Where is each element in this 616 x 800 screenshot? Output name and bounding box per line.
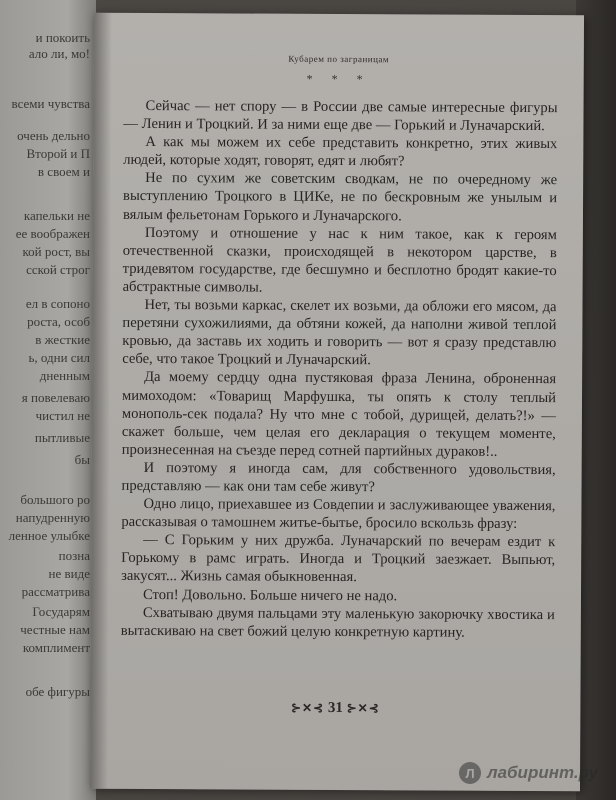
watermark-text: лабиринт.ру [487,763,598,782]
previous-page-line: не виде [48,566,90,581]
body-text [121,97,558,642]
page-number: 31 [327,699,343,717]
previous-page-line: чистил не [35,408,90,423]
paragraph: Да моему сердцу одна пустяковая фраза Ленина, оброненная мимоходом: «Товарищ Марфушка, ты опять к столу теплый монополь-сек подала? Ну что мне с тобой, дурищей, делать?!» — скажет больше, чем целая его декларация о текущем моменте, произнесенная на съезде перед сотней партийных дураков!.. [121,369,557,460]
paragraph: Схватываю двумя пальцами эту маленькую закорючку хвостика и вытаскиваю на свет божий целую конкретную картину. [120,604,555,641]
previous-page-line: очень дельно [17,128,90,143]
previous-page-line: рассматрива [21,584,90,599]
book-page [90,13,584,792]
previous-page-line: капельки не [23,208,90,223]
running-head: Кубарем по заграницам [288,53,390,65]
paragraph: Нет, ты возьми каркас, скелет их возьми, да обложи его мясом, да перетяни сухожилиями, да обтяни кожей, да наполни живой теплой кровью, да заставь их ходить и говорить — вот я сразу представлю себе, что такое Троцкий и Луначарский. [122,297,557,369]
previous-page-line: ел в сопоно [25,296,90,311]
previous-page-line: ленное улыбке [8,528,90,543]
paragraph: Одно лицо, приехавшее из Совдепии и заслуживающее уважения, рассказывая о тамошнем житье-бытье, бросило вскользь фразу: [121,496,556,533]
left-ornament-icon: ⊱✕⊰ [290,700,325,715]
paragraph: — С Горьким у них дружба. Луначарский по вечерам ездит к Горькому в рамс играть. Иногда и Троцкий заезжает. Выпьют, закусят... Жизнь самая обыкновенная. [121,532,556,586]
previous-page-line: ее воображен [15,226,90,241]
previous-page-line: сской строг [26,262,90,277]
previous-page-line: я повелеваю [21,390,90,405]
previous-page-line: комплимент [22,640,90,655]
previous-page-line: Государям [32,604,90,619]
paragraph: А как мы можем их себе представить конкретно, этих живых людей, которые ходят, говорят, едят и любят? [123,134,558,170]
previous-page-line: позна [58,548,90,563]
previous-page [0,0,96,800]
spine-shadow [90,13,112,789]
abirint-logo-icon: Л [459,762,481,784]
page-footer [90,699,580,719]
previous-page-line: пытливые [34,430,90,445]
previous-page-line: напудренную [15,510,90,525]
previous-page-line: всеми чувства [11,96,90,111]
previous-page-line: ало ли, мо! [28,46,90,61]
previous-page-line: честные нам [20,622,90,637]
previous-page-line: и покоить [35,30,90,45]
right-ornament-icon: ⊱✕⊰ [346,701,380,716]
paragraph: Не по сухим же советским сводкам, не по очередному же выступлению Троцкого в ЦИКе, не по бескровным же унылым и вялым фельетонам Горького и Луначарского. [122,170,558,224]
watermark [459,762,598,784]
paragraph: Стоп! Довольно. Больше ничего не надо. [142,586,398,604]
paragraph: Сейчас — нет спору — в России две самые интересные фигуры — Ленин и Троцкий. И за ними еще две — Горький и Луначарский. [123,97,558,135]
paragraph: Поэтому и отношение у нас к ним такое, как к героям отечественной сказки, происходящей в некотором царстве, в тридевятом государстве, где бесшумно и бесплотно бродят какие-то абстрактные символы. [122,224,557,296]
paragraph: И поэтому я иногда сам, для собственного удовольствия, представляю — как они там себе живут? [121,459,556,496]
previous-page-line: в своем и [37,164,90,179]
section-ornament: * * * [306,71,371,87]
previous-page-line: бы [74,452,90,467]
previous-page-line: роста, особ [27,314,90,329]
previous-page-line: обе фигуры [25,684,90,699]
previous-page-line: дненным [39,368,90,383]
previous-page-line: Второй и П [26,146,90,161]
previous-page-line: большого ро [20,492,90,507]
previous-page-line: ь, одни сил [28,350,90,365]
previous-page-line: в жесткие [35,332,90,347]
previous-page-line: кой рост, вы [22,244,90,259]
